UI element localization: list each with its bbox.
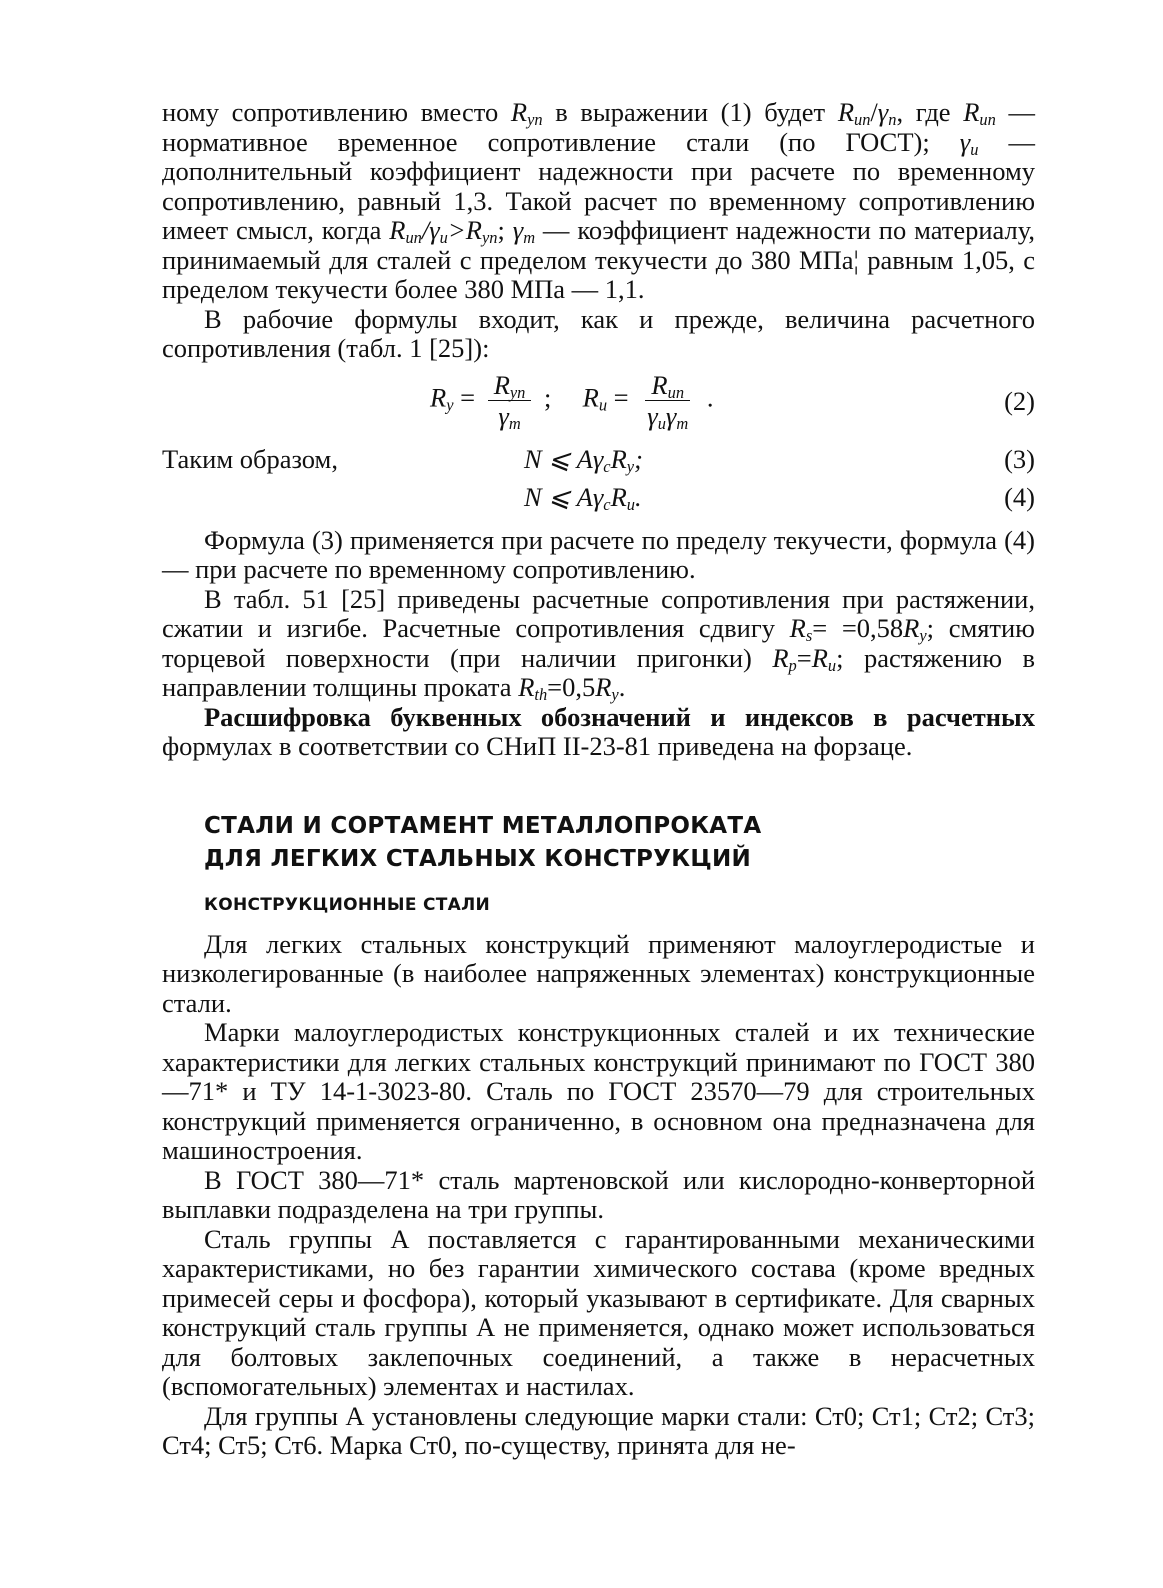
paragraph-10: Для группы А установлены следующие марки стали: Ст0; Ст1; Ст2; Ст3; Ст4; Ст5; Ст6. Марка Ст0, по-существу, принята для не- xyxy=(162,1400,1035,1460)
paragraph-3: Формула (3) применяется при расчете по пределу текучести, формула (4) — при расчете по временному сопротивлению. xyxy=(162,524,1035,584)
paragraph-7: Марки малоуглеродистых конструкционных сталей и их технические характеристики для легких стальных конструкций принимают по ГОСТ 380—71* и ТУ 14-1-3023-80. Сталь по ГОСТ 23570—79 для строительных конструкций применяется ограниченно, в основном она предназначена для машиностроения. xyxy=(162,1017,1035,1165)
formula-2: $R_y$ = $\frac{R_{yn}}{\gamma_m}$ ; $R_u$ = $\frac{R_{un}}{\gamma_u\gamma_m}$ . (2) xyxy=(430,369,1035,433)
equation-number-2: (2) xyxy=(1004,385,1035,416)
paragraph-5: Расшифровка буквенных обозначений и индексов в расчетных формулах в соответствии со СНиП II-23-81 приведена на форзаце. xyxy=(162,701,1035,761)
formula-block xyxy=(162,370,1035,520)
subsection-heading: КОНСТРУКЦИОННЫЕ СТАЛИ xyxy=(204,894,491,915)
page-body xyxy=(162,98,1035,1461)
paragraph-8: В ГОСТ 380—71* сталь мартеновской или кислородно-конверторной выплавки подразделена на три группы. xyxy=(162,1164,1035,1224)
formula-4: N ⩽ $A\gamma_cR_u$. (4) xyxy=(524,481,1035,514)
paragraph-2: В рабочие формулы входит, как и прежде, величина расчетного сопротивления (табл. 1 [25]): xyxy=(162,303,1035,363)
paragraph-6: Для легких стальных конструкций применяют малоуглеродистые и низколегированные (в наиболее напряженных элементах) конструкционные стали. xyxy=(162,928,1035,1018)
paragraph-4: В табл. 51 [25] приведены расчетные сопротивления при растяжении, сжатии и изгибе. Расчетные сопротивления сдвигу $R_s= =0,58R_y$; смятию торцевой поверхности (при наличии пригонки) $R_p=R_u$; растяжению в направлении толщины проката $R_{th}=0,5R_y$. xyxy=(162,583,1036,705)
paragraph-9: Сталь группы А поставляется с гарантированными механическими характеристиками, но без гарантии химического состава (кроме вредных примесей серы и фосфора), который указывают в сертификате. Для сварных конструкций сталь группы А не применяется, однако может использоваться для болтовых заклепочных соединений, а также в нерасчетных (вспомогательных) элементах и настилах. xyxy=(162,1223,1035,1401)
equation-number-3: (3) xyxy=(1004,443,1035,474)
paragraph-1: ному сопротивлению вместо $R_{yn}$ в выражении (1) будет $R_{un}/\gamma_n$, где $R_{un}$ — нормативное временное сопротивление стали (по ГОСТ); $\gamma_u$ — дополнительный коэффициент надежности при расчете по временному сопротивлению, равный 1,3. Такой расчет по временному сопротивлению имеет смысл, когда $R_{un}/\gamma_u>R_{yn}$; $\gamma_m$ — коэффициент надежности по материалу, принимаемый для сталей с пределом текучести до 380 МПа¦ равным 1,05, с пределом текучести более 380 МПа — 1,1. xyxy=(162,97,1036,304)
formula-3: Таким образом, N ⩽ $A\gamma_cR_y$; (3) xyxy=(162,443,1035,476)
section-heading: СТАЛИ И СОРТАМЕНТ МЕТАЛЛОПРОКАТА ДЛЯ ЛЕГКИХ СТАЛЬНЫХ КОНСТРУКЦИЙ xyxy=(204,812,762,872)
equation-number-4: (4) xyxy=(1004,481,1035,512)
